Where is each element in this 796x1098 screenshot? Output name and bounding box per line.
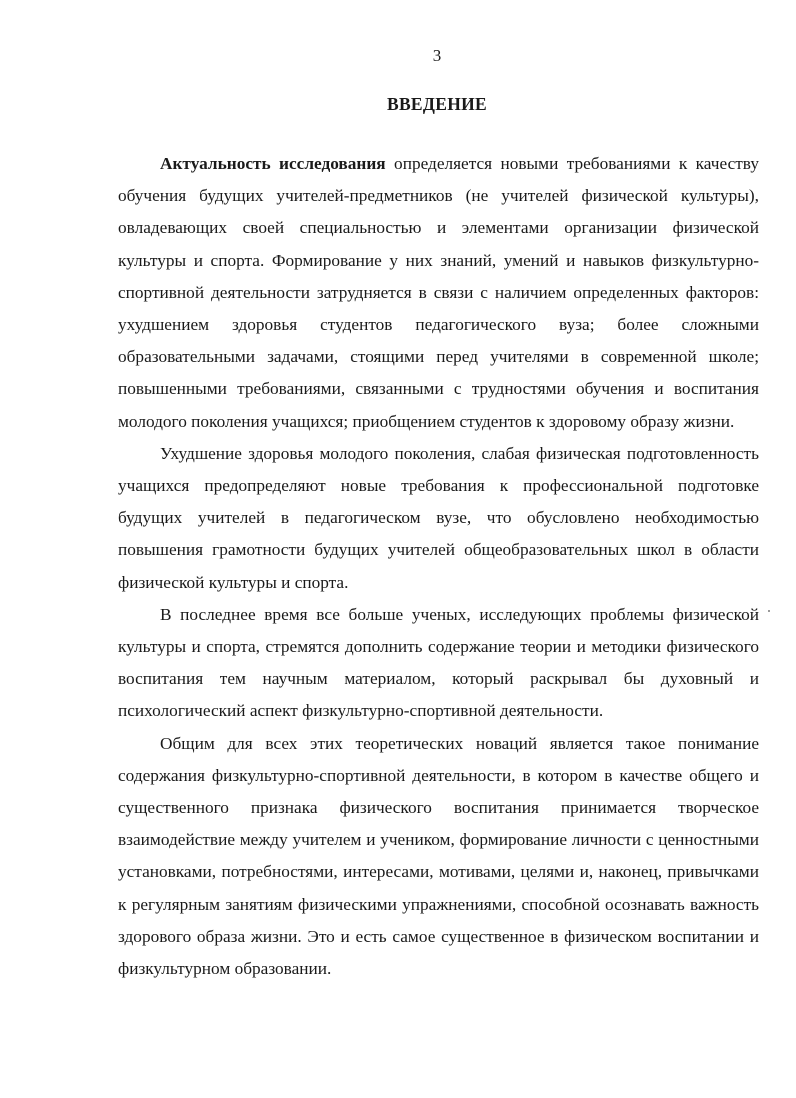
scan-artifact — [768, 610, 770, 612]
paragraph-relevance — [118, 148, 759, 438]
section-heading: ВВЕДЕНИЕ — [386, 94, 488, 114]
paragraph-health: Ухудшение здоровья молодого поколения, слабая физическая подготовленность учащихся предопределяют новые требования к профессиональной подготовке будущих учителей в педагогическом вузе, что обусловлено необходимостью повышения грамотности будущих учителей общеобразовательных школ в области физической культуры и спорта. — [118, 443, 759, 592]
paragraph-research: В последнее время все больше ученых, исследующих проблемы физической культуры и спорта, стремятся дополнить содержание теории и методики физического воспитания тем научным материалом, который раскрывал бы духовный и психологический аспект физкультурно-спортивной деятельности. — [118, 604, 759, 721]
paragraph-innovations: Общим для всех этих теоретических новаций является такое понимание содержания физкультурно-спортивной деятельности, в котором в качестве общего и существенного признака физического воспитания принимается творческое взаимодействие между учителем и учеником, формирование личности с ценностными установками, потребностями, интересами, мотивами, целями и, наконец, привычками к регулярным занятиям физическими упражнениями, способной осознавать важность здорового образа жизни. Это и есть самое существенное в физическом воспитании и физкультурном образовании. — [118, 733, 759, 979]
body-text — [118, 148, 759, 985]
paragraph-text: определяется новыми требованиями к качеству обучения будущих учителей-предметников (не учителей физической культуры), овладевающих своей специальностью и элементами организации физической культуры и спорта. Формирование у них знаний, умений и навыков физкультурно-спортивной деятельности затрудняется в связи с наличием определенных факторов: ухудшением здоровья студентов педагогического вуза; более сложными образовательными задачами, стоящими перед учителями в современной школе; повышенными требованиями, связанными с трудностями обучения и воспитания молодого поколения учащихся; приобщением студентов к здоровому образу жизни. — [118, 154, 759, 431]
relevance-lead: Актуальность исследования — [160, 154, 386, 173]
page-number: 3 — [432, 46, 442, 65]
